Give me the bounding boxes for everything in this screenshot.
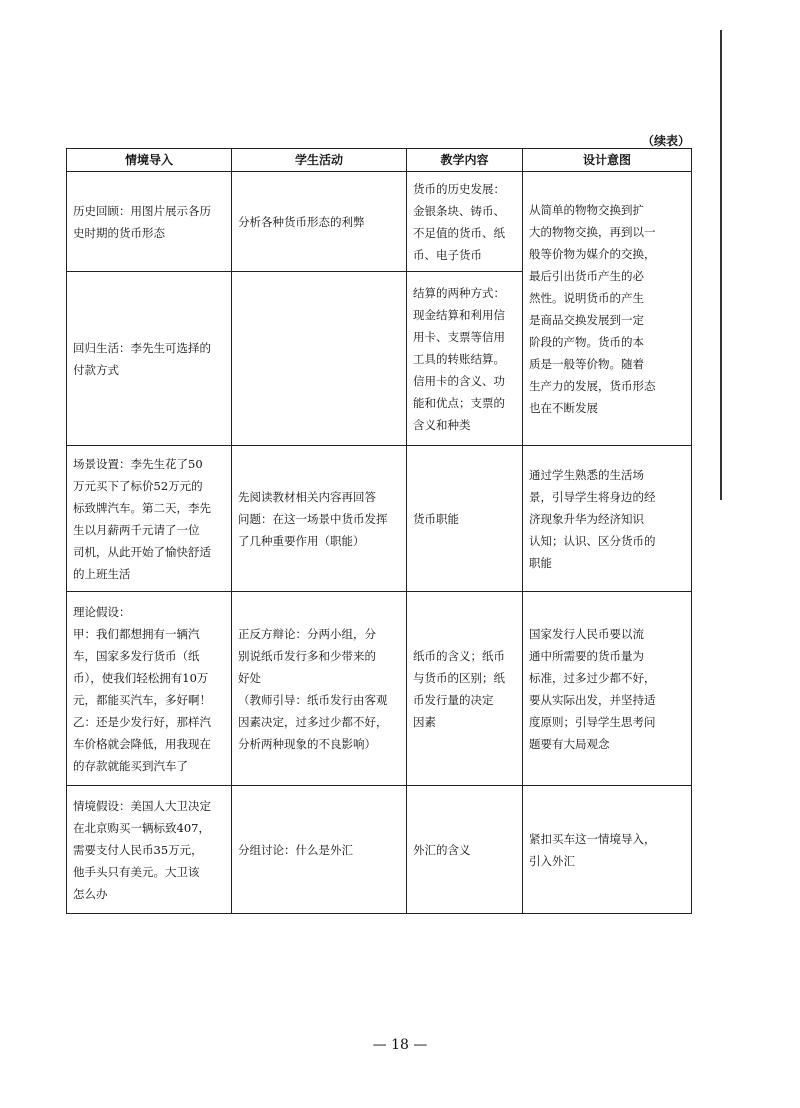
row4-activity: 正反方辩论：分两小组，分 别说纸币发行多和少带来的 好处 （教师引导：纸币发行由客观 因素决定，过多过少都不好， 分析两种现象的不良影响） [232, 592, 407, 786]
header-activity: 学生活动 [232, 149, 407, 172]
row5-intent: 紧扣买车这一情境导入， 引入外汇 [523, 786, 692, 914]
row3-content: 货币职能 [407, 446, 523, 592]
row1-2-intent: 从简单的物物交换到扩 大的物物交换，再到以一 般等价物为媒介的交换， 最后引出货币产生的必 然性。说明货币的产生 是商品交换发展到一定 阶段的产物。货币的本 质是一般等价物。随着 生产力的发展，货币形态 也在不断发展 [523, 172, 692, 446]
row3-intro: 场景设置：李先生花了50 万元买下了标价52万元的 标致牌汽车。第二天，李先 生以月薪两千元请了一位 司机，从此开始了愉快舒适 的上班生活 [67, 446, 232, 592]
lesson-plan-table [66, 148, 692, 914]
page-number: — 18 — [372, 1037, 428, 1053]
table-row [67, 592, 692, 786]
row2-content: 结算的两种方式： 现金结算和利用信 用卡、支票等信用 工具的转账结算。 信用卡的含义、功 能和优点；支票的 含义和种类 [407, 272, 523, 446]
row5-intro: 情境假设：美国人大卫决定 在北京购买一辆标致407， 需要支付人民币35万元， 他手头只有美元。大卫该 怎么办 [67, 786, 232, 914]
row5-content: 外汇的含义 [407, 786, 523, 914]
table-row [67, 446, 692, 592]
continued-label: （续表） [641, 134, 690, 148]
row2-activity-empty [232, 272, 407, 446]
row1-content: 货币的历史发展： 金银条块、铸币、 不足值的货币、纸 币、电子货币 [407, 172, 523, 272]
table-header-row [67, 149, 692, 172]
header-content: 教学内容 [407, 149, 523, 172]
row2-intro: 回归生活：李先生可选择的 付款方式 [67, 272, 232, 446]
row1-activity: 分析各种货币形态的利弊 [232, 172, 407, 272]
table-row [67, 172, 692, 272]
table-row [67, 786, 692, 914]
row3-activity: 先阅读教材相关内容再回答 问题：在这一场景中货币发挥 了几种重要作用（职能） [232, 446, 407, 592]
header-intent: 设计意图 [523, 149, 692, 172]
header-intro: 情境导入 [67, 149, 232, 172]
scan-edge-line [720, 30, 722, 500]
row5-activity: 分组讨论：什么是外汇 [232, 786, 407, 914]
row4-intent: 国家发行人民币要以流 通中所需要的货币量为 标准，过多过少都不好， 要从实际出发，并坚持适 度原则；引导学生思考问 题要有大局观念 [523, 592, 692, 786]
row4-content: 纸币的含义；纸币 与货币的区别；纸 币发行量的决定 因素 [407, 592, 523, 786]
row3-intent: 通过学生熟悉的生活场 景，引导学生将身边的经 济现象升华为经济知识 认知；认识、区分货币的 职能 [523, 446, 692, 592]
row4-intro: 理论假设： 甲：我们都想拥有一辆汽 车，国家多发行货币（纸 币），使我们轻松拥有10万 元，都能买汽车，多好啊！ 乙：还是少发行好，那样汽 车价格就会降低，用我现在 的存款就能买到汽车了 [67, 592, 232, 786]
row1-intro: 历史回顾：用图片展示各历 史时期的货币形态 [67, 172, 232, 272]
